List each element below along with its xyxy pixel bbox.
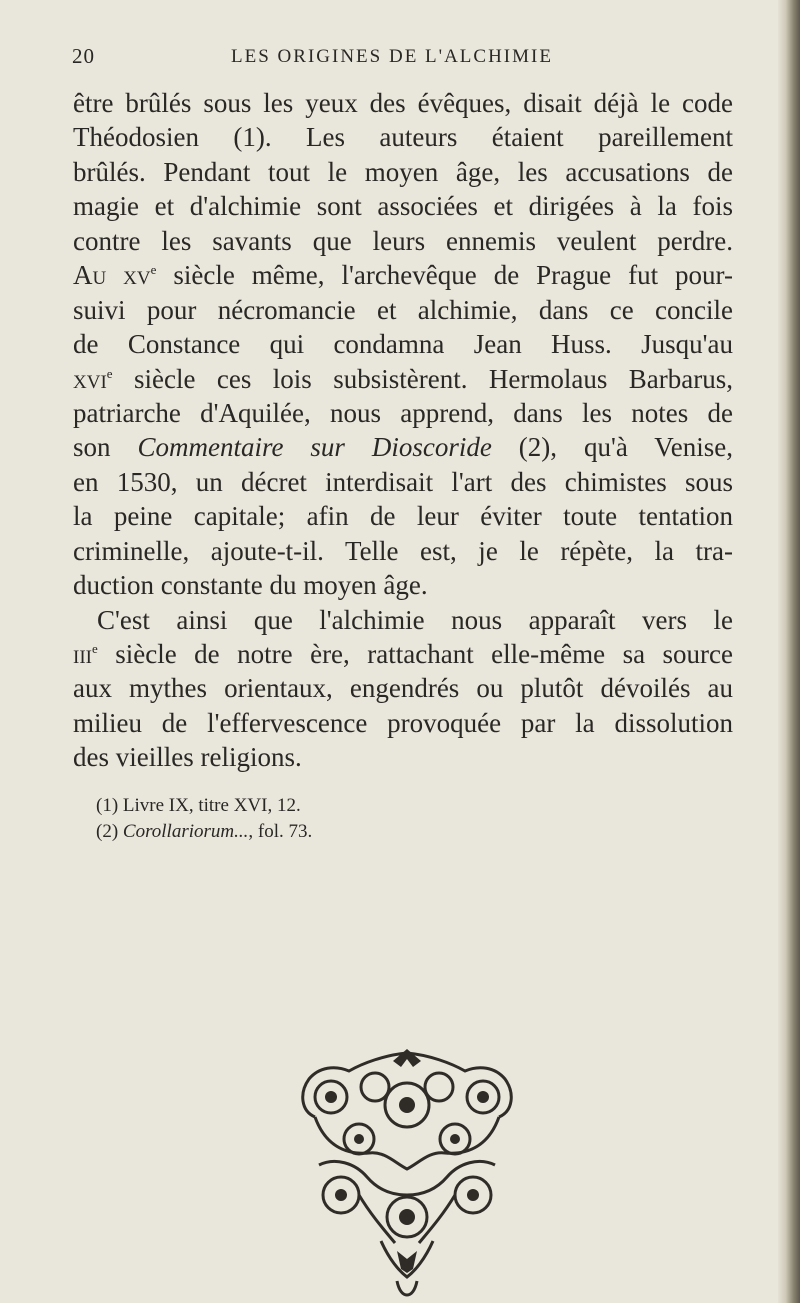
- italic-title: Corollariorum...: [122, 821, 249, 842]
- footnote-2: [96, 819, 696, 845]
- text-line: duction constante du moyen âge.: [73, 570, 428, 601]
- running-title: LES ORIGINES DE L'ALCHIMIE: [231, 46, 553, 67]
- text-line: [73, 362, 733, 396]
- text-line: C'est ainsi que l'alchimie nous apparaît vers le: [97, 604, 733, 635]
- text-fragment: siècle même, l'archevêque de Prague fut pour-: [156, 260, 733, 291]
- text-line: [73, 258, 733, 292]
- text-line: suivi pour nécromancie et alchimie, dans ce concile: [73, 294, 733, 325]
- text-line: brûlés. Pendant tout le moyen âge, les accusations de: [73, 156, 733, 187]
- text-line: des vieilles religions.: [73, 742, 302, 773]
- italic-title: Commentaire sur Dioscoride: [137, 432, 492, 463]
- text-line: en 1530, un décret interdisait l'art des chimistes sous: [73, 466, 733, 497]
- superscript: e: [150, 262, 157, 278]
- text-line: contre les savants que leurs ennemis veulent perdre.: [73, 225, 733, 256]
- text-line: Théodosien (1). Les auteurs étaient pareillement: [73, 122, 733, 153]
- text-fragment: xvi: [73, 363, 107, 394]
- page-edge: [778, 0, 800, 1303]
- tailpiece-ornament-icon: [285, 1045, 530, 1300]
- text-line: aux mythes orientaux, engendrés ou plutôt dévoilés au: [73, 673, 733, 704]
- text-line: être brûlés sous les yeux des évêques, disait déjà le code: [73, 88, 733, 118]
- body-text: [73, 86, 733, 775]
- text-fragment: son: [73, 432, 138, 463]
- text-fragment: , fol. 73.: [248, 821, 313, 842]
- text-line: milieu de l'effervescence provoquée par la dissolution: [73, 707, 733, 738]
- superscript: e: [106, 365, 113, 381]
- footnotes: [96, 793, 696, 845]
- text-fragment: siècle de notre ère, rattachant elle-même sa source: [97, 639, 733, 669]
- page-header: [72, 44, 712, 74]
- text-fragment: iii: [73, 639, 92, 669]
- text-line: criminelle, ajoute-t-il. Telle est, je le répète, la tra-: [73, 535, 733, 566]
- superscript: e: [91, 641, 98, 656]
- text-line: magie et d'alchimie sont associées et dirigées à la fois: [73, 191, 733, 222]
- text-fragment: (2), qu'à Venise,: [491, 432, 733, 463]
- text-line: la peine capitale; afin de leur éviter toute tentation: [73, 501, 733, 532]
- text-line: [73, 430, 733, 464]
- text-line: patriarche d'Aquilée, nous apprend, dans les notes de: [73, 397, 733, 428]
- page-number: 20: [72, 44, 95, 68]
- footnote-1: (1) Livre IX, titre XVI, 12.: [96, 795, 301, 816]
- text-fragment: Au xv: [73, 260, 151, 291]
- text-fragment: siècle ces lois subsistèrent. Hermolaus Barbarus,: [112, 363, 733, 394]
- text-fragment: (2): [96, 821, 123, 842]
- text-line: [73, 637, 733, 671]
- text-line: de Constance qui condamna Jean Huss. Jusqu'au: [73, 329, 733, 360]
